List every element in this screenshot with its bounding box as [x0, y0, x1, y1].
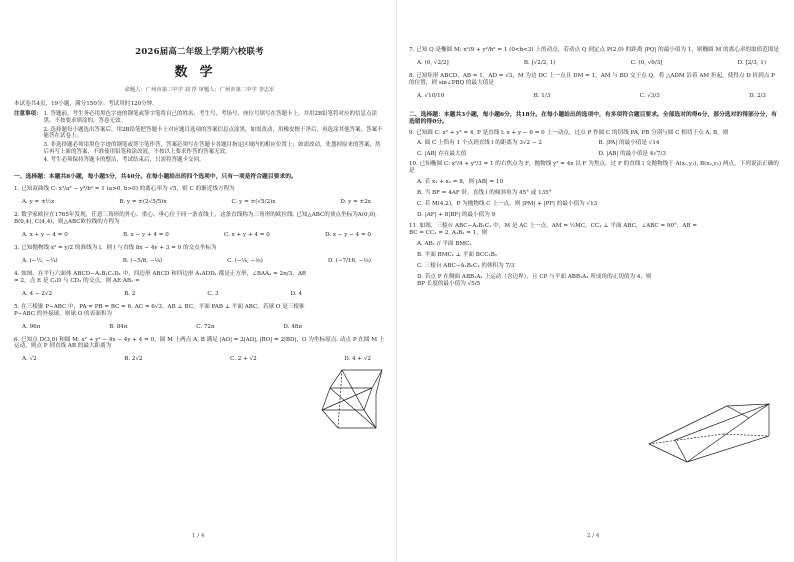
option-a: A. √2: [22, 356, 37, 363]
option-d: D. x − y − 4 = 0: [324, 231, 371, 238]
option-c: C. 2 + √2: [230, 356, 257, 363]
notes-label: 注意事项：: [14, 111, 42, 118]
option-d: D. |AF| + 8|BF| 的最小值为 9: [417, 212, 496, 219]
option-a: A. √10/10: [417, 92, 445, 99]
question-7-options: [409, 57, 780, 70]
question-8-options: [409, 90, 780, 103]
option-d: D. y = ±2x: [340, 198, 371, 205]
note-item: 2. 选择题每小题选出答案后，用2B铅笔把答题卡上对应题目选项的答案信息点涂黑，如需改动，用橡皮擦干净后，再选涂其他答案，答案不能答在试卷上。: [43, 126, 383, 140]
option-a: A. AB₁ // 平面 BMC₁: [417, 241, 472, 248]
note-item: 4. 考生必须保持答题卡的整洁，考试结束后，只需将答题卡交回。: [43, 157, 205, 164]
note-item: 1. 答题前，考生务必用黑色字迹的钢笔或签字笔将自己的姓名、考生号、考场号、座位号填写在答题卡上，并用2B铅笔将对应的信息点涂黑，不按要求填涂的，答卷无效。: [43, 111, 378, 125]
option-c: C. 72π: [196, 323, 215, 330]
option-a: A. 若 x₁ + x₂ = 8，则 |AB| = 10: [417, 179, 504, 186]
option-c: C. x + y + 4 = 0: [223, 231, 270, 238]
question-1-options: [14, 196, 385, 209]
question-5: 5. 在三棱锥 P−ABC 中，PA = PB = BC = 6, AC = 6√3，AB ⊥ BC，平面 PAB ⊥ 平面 ABC，若球 O 是三棱锥 P−ABC 的外接球，则球 O 的表面积为: [14, 303, 305, 317]
question-2-options: [14, 229, 385, 242]
option-a: A. (−½, −¼): [22, 257, 58, 264]
option-a: A. 96π: [22, 323, 41, 330]
option-c: C. 三棱台 ABC−A₁B₁C₁ 的体积为 7/3: [417, 263, 515, 270]
subject-title: 数学: [174, 64, 225, 80]
option-d: D. |AB| 的最小值是 4√7/3: [598, 151, 666, 158]
page-number: 1 / 4: [192, 533, 205, 540]
option-c: C. √3/3: [639, 92, 660, 99]
option-d: D. 4 + √2: [344, 356, 371, 363]
top-face: [330, 370, 382, 388]
option-c: C. 3: [207, 290, 219, 297]
question-4-options: [14, 288, 316, 301]
option-b: B. x − y + 4 = 0: [122, 231, 169, 238]
note-item: 3. 非选择题必须用黑色字迹的钢笔或签字笔作答，答案必须写在答题卡各题目指定区域内的相应位置上；如需改动，先划掉原来的答案，然后再写上新的答案，不准使用铅笔和涂改液。不按以上要求作答的答案无效。: [43, 141, 381, 155]
option-b: B. |PA| 的最小值是 √14: [598, 140, 660, 147]
option-d: D. 48π: [283, 323, 302, 330]
option-b: B. 平面 BMC₁ ⊥ 平面 BCC₁B₁: [417, 252, 498, 259]
frustum-figure: [645, 396, 785, 480]
question-7: 7. 已知 Q 是椭圆 M: x²/9 + y²/b² = 1 (0<b<3) 上的动点，若动点 Q 到定点 P(2,0) 的距离 |PQ| 的最小值为 1，则椭圆 M 的离心率的取值范围是: [409, 47, 779, 53]
question-5-options: [14, 321, 316, 334]
option-a: A. 4 − 2√2: [22, 290, 53, 297]
option-d: D. 2/3: [749, 92, 766, 99]
option-d: D. 4: [290, 290, 302, 297]
option-d: D. (−7/16, −⅛): [327, 257, 371, 264]
question-6: 6. 已知点 D(3,0) 和圆 M: x² + y² − 4x − 4y + 4 = 0，圆 M 上两点 A, B 满足 |AO| = 2|AD|, |BO| = 2|BD|，O 为坐标原点. 动点 P 在圆 M 上运动，则点 P 到直线 AB 的最大距离为: [14, 336, 385, 350]
option-a: A. x + y − 4 = 0: [22, 231, 68, 238]
notes-block: [14, 111, 385, 165]
exam-meta: 本试卷共4页，19小题，满分150分。考试用时120分钟。: [14, 101, 158, 108]
option-c: C. (−⅛, −⅛): [227, 257, 263, 264]
option-b: B. [√2/2, 1): [523, 59, 556, 66]
option-b: B. 1/3: [533, 92, 551, 99]
question-10: 10. 已知椭圆 C: x²/4 + y²/3 = 1 的右焦点为 F，抛物线 y² = 4x 以 F 为焦点，过 F 的直线 l 交抛物线于 A(x₁,y₁), B(x₂,y₂) 两点，下列说法正确的是: [409, 161, 779, 175]
option-b: B. 84π: [109, 323, 128, 330]
question-2: 2. 数学家欧拉在1765年发现，任意三角形的外心、重心、垂心位于同一条直线上，这条直线称为三角形的欧拉线. 已知△ABC的顶点坐标为A(0,0), B(0,4), C(4,4)，则△ABC欧拉线的方程为: [14, 211, 377, 225]
option-c: C. 若 M(4,2)，P 为抛物线 C 上一点，则 |PM| + |PF| 的最小值为 √13: [417, 201, 598, 208]
question-3-options: [14, 255, 385, 268]
question-1: 1. 已知双曲线 C: x²/a² − y²/b² = 1 (a>0, b>0) 的离心率为 √5，则 C 的渐近线方程为: [14, 185, 235, 192]
option-d: D. 若点 P 在侧面 ABB₁A₁ 上运动（含边界），且 CP 与平面 ABB₁A₁ 所成角的正切值为 4，则 BP 长度的最小值为 √5/5: [417, 274, 652, 288]
section-2-heading: 二、选择题：本题共3小题，每小题6分，共18分。在每小题给出的选项中，有多项符合题目要求。全部选对的得6分，部分选对的得部分分，有选错的得0分。: [409, 111, 777, 126]
option-b: B. 2√2: [124, 356, 143, 363]
option-d: D. [2/3, 1): [737, 59, 766, 66]
option-b: B. 当 BF = 4AF 时，直线 l 的倾斜角为 45° 或 135°: [417, 190, 552, 197]
question-9: 9. 已知圆 C: x² + y² = 4, P 是直线 l: x + y − 6 = 0 上一动点，过点 P 作圆 C 的切线 PA, PB 分别与圆 C 相切于点 A, B，则: [409, 130, 729, 137]
option-b: B. 2: [124, 290, 136, 297]
option-a: A. (0, √2/2]: [417, 59, 449, 66]
exam-title: 2026届高二年级上学期六校联考: [135, 46, 264, 56]
option-a: A. 圆 C 上恰有 1 个点到直线 l 的距离为 3√2 − 2: [417, 140, 542, 147]
option-c: C. |AB| 存在最大值: [417, 151, 467, 158]
page-number: 2 / 4: [587, 533, 600, 540]
option-b: B. (−5/8, −⅛): [122, 257, 163, 264]
question-4: 4. 如图，在平行六面体 ABCD−A₁B₁C₁D₁ 中，四边形 ABCD 和四边形 A₁ADD₁ 都是正方形，∠BAA₁ = 2π/3，AB = 2，点 E 是 C₁D 与 CD₁ 的交点，则 AE·AB₁ =: [14, 270, 306, 284]
option-a: A. y = ±½x: [22, 198, 55, 205]
question-3: 3. 已知抛物线 x² = y/2 的准线为 l，则 l 与直线 8x − 4y + 3 = 0 的交点坐标为: [14, 244, 217, 251]
parallelepiped-figure: [316, 358, 392, 438]
option-b: B. y = ±(2√5/5)x: [119, 198, 167, 205]
question-8: 8. 已知矩形 ABCD，AB = 1，AD = √3，M 为边 DC 上一点且 DM = 1，AM 与 BD 交于点 Q，将 △ADM 沿着 AM 折起，使得点 D 折到点 P 的位置，则 sin∠PBQ 的最大值是: [409, 72, 775, 86]
question-11-options: [409, 241, 653, 288]
option-c: C. (0, √6/3]: [630, 59, 663, 66]
option-c: C. y = ±(√5/2)x: [231, 198, 276, 205]
exam-page-2: [397, 0, 794, 562]
question-11: 11. 如图，三棱台 ABC−A₁B₁C₁ 中，M 是 AC 上一点，AM = ½MC，CC₁ ⊥ 平面 ABC，∠ABC = 90°，AB = BC = CC₁ = 2, A₁B₁ = 1，则: [409, 223, 698, 237]
question-9-options: [409, 140, 780, 158]
section-1-heading: 一、选择题：本题共8小题，每小题5分，共40分。在每小题给出的四个选项中，只有一项是符合题目要求的。: [14, 174, 297, 181]
question-10-options: [409, 179, 780, 219]
authors-line: 命题人：广州市第二中学 刘 浮 审题人：广州市第二中学 李志军: [124, 86, 275, 93]
